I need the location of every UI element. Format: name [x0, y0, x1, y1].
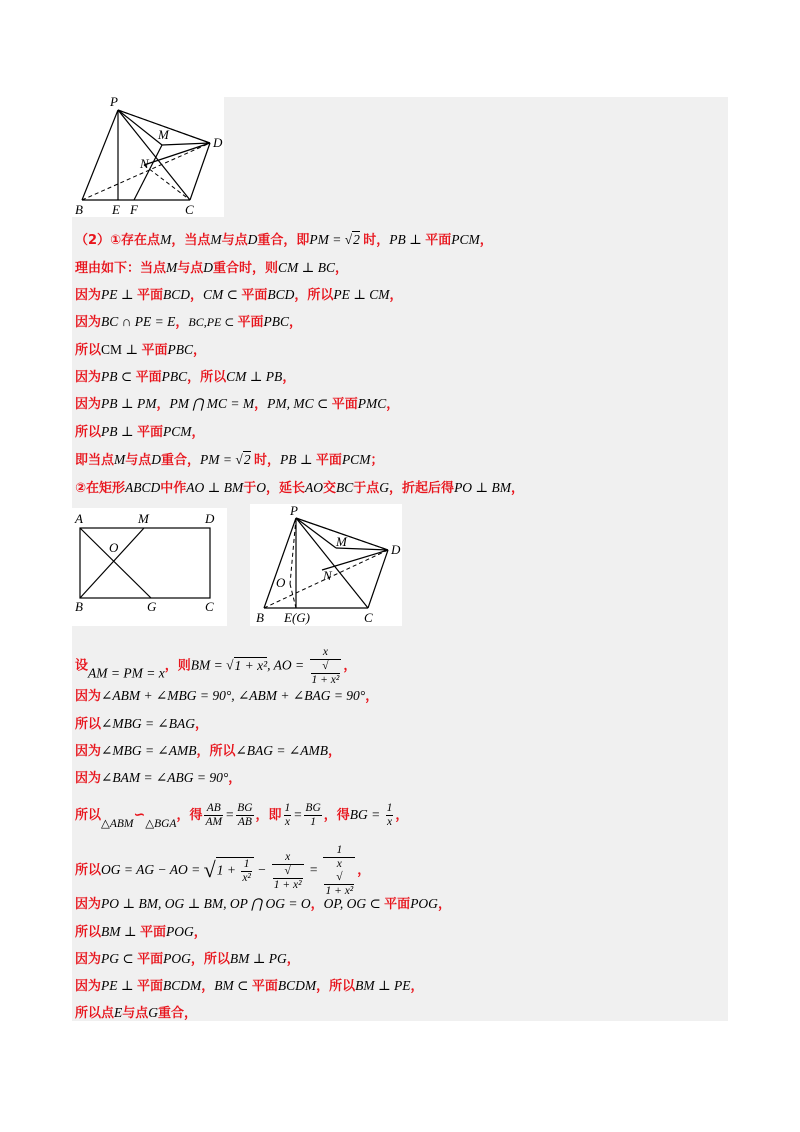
line-12: 因为∠ABM + ∠MBG = 90°, ∠ABM + ∠BAG = 90°， — [75, 688, 379, 704]
line-7: 因为PB ⊥ PM，PM ⋂ MC = M，PM, MC ⊂ 平面PMC， — [75, 396, 400, 412]
line-11: 设AM = PM = x，则BM = √1 + x², AO = x √ 1 + x² ， — [75, 646, 357, 686]
line-5: 所以CM ⊥ 平面PBC， — [75, 342, 207, 358]
fig2-label-C: C — [205, 599, 214, 614]
figure-3-diagram — [250, 504, 402, 626]
line-21: 因为PE ⊥ 平面BCDM，BM ⊂ 平面BCDM，所以BM ⊥ PE， — [75, 978, 424, 994]
line-9: 即当点M与点D重合，PM = √2 时，PB ⊥ 平面PCM； — [75, 452, 384, 468]
line-8: 所以PB ⊥ 平面PCM， — [75, 424, 205, 440]
line-14: 因为∠MBG = ∠AMB，所以∠BAG = ∠AMB， — [75, 743, 341, 759]
fig3-label-O: O — [276, 575, 286, 590]
line-2: 理由如下：当点M与点D重合时，则CM ⊥ BC， — [75, 260, 349, 276]
fig3-label-B: B — [256, 610, 264, 625]
fig3-label-EG: E(G) — [284, 610, 310, 625]
figure-1-diagram — [72, 95, 224, 217]
line-17: 所以OG = AG − AO = √1 + $\frac{1}{\text{x²}}$ − x √ 1 + x² = 1 x √ 1 + x² ， — [75, 844, 371, 897]
line-3: 因为PE ⊥ 平面BCD，CM ⊂ 平面BCD，所以PE ⊥ CM， — [75, 287, 403, 303]
fig1-label-E: E — [112, 202, 120, 217]
fig3-label-P: P — [290, 504, 298, 518]
figure-3 — [250, 504, 402, 626]
fig1-label-N: N — [140, 156, 149, 171]
fig1-label-C: C — [185, 202, 194, 217]
fig2-label-G: G — [147, 599, 157, 614]
line-22: 所以点E与点G重合， — [75, 1005, 198, 1021]
fig2-label-B: B — [75, 599, 83, 614]
line-1: （2）①存在点M，当点M与点D重合，即PM = √2 时，PB ⊥ 平面PCM， — [75, 232, 493, 248]
line-15: 因为∠BAM = ∠ABG = 90°， — [75, 770, 242, 786]
fig3-label-D: D — [391, 542, 401, 557]
figure-2 — [72, 508, 227, 626]
line-6: 因为PB ⊂ 平面PBC，所以CM ⊥ PB， — [75, 369, 296, 385]
figure-1 — [72, 95, 224, 217]
fig2-label-M: M — [138, 511, 149, 526]
fig2-label-O: O — [109, 540, 119, 555]
line-13: 所以∠MBG = ∠BAG， — [75, 716, 208, 732]
fig1-label-B: B — [75, 202, 83, 217]
line-4: 因为BC ∩ PE = E，BC,PE ⊂ 平面PBC， — [75, 314, 302, 330]
figure-2-diagram — [72, 508, 227, 626]
fig1-label-D: D — [213, 135, 223, 150]
fig3-label-C: C — [364, 610, 373, 625]
fig2-label-D: D — [205, 511, 215, 526]
line-19: 所以BM ⊥ 平面POG， — [75, 924, 207, 940]
fig3-label-M: M — [336, 534, 347, 549]
line-10: ②在矩形ABCD中作AO ⊥ BM于O，延长AO交BC于点G，折起后得PO ⊥ BM， — [75, 480, 525, 496]
fig3-label-N: N — [323, 568, 332, 583]
fig2-label-A: A — [75, 511, 83, 526]
fig1-label-M: M — [158, 127, 169, 142]
line-20: 因为PG ⊂ 平面POG，所以BM ⊥ PG， — [75, 951, 300, 967]
line-18: 因为PO ⊥ BM, OG ⊥ BM, OP ⋂ OG = O，OP, OG ⊂ 平面POG， — [75, 896, 451, 912]
fig1-label-F: F — [130, 202, 138, 217]
line-16: 所以△ABM∽△BGA，得 $\frac{AB}{AM}$ = $\frac{BG}{AB}$ ，即 $\frac{1}{x}$ = $\frac{BG}{1}$ ，得BG = $\frac{1}{x}$ ， — [75, 802, 409, 830]
fig1-label-P: P — [110, 95, 118, 109]
